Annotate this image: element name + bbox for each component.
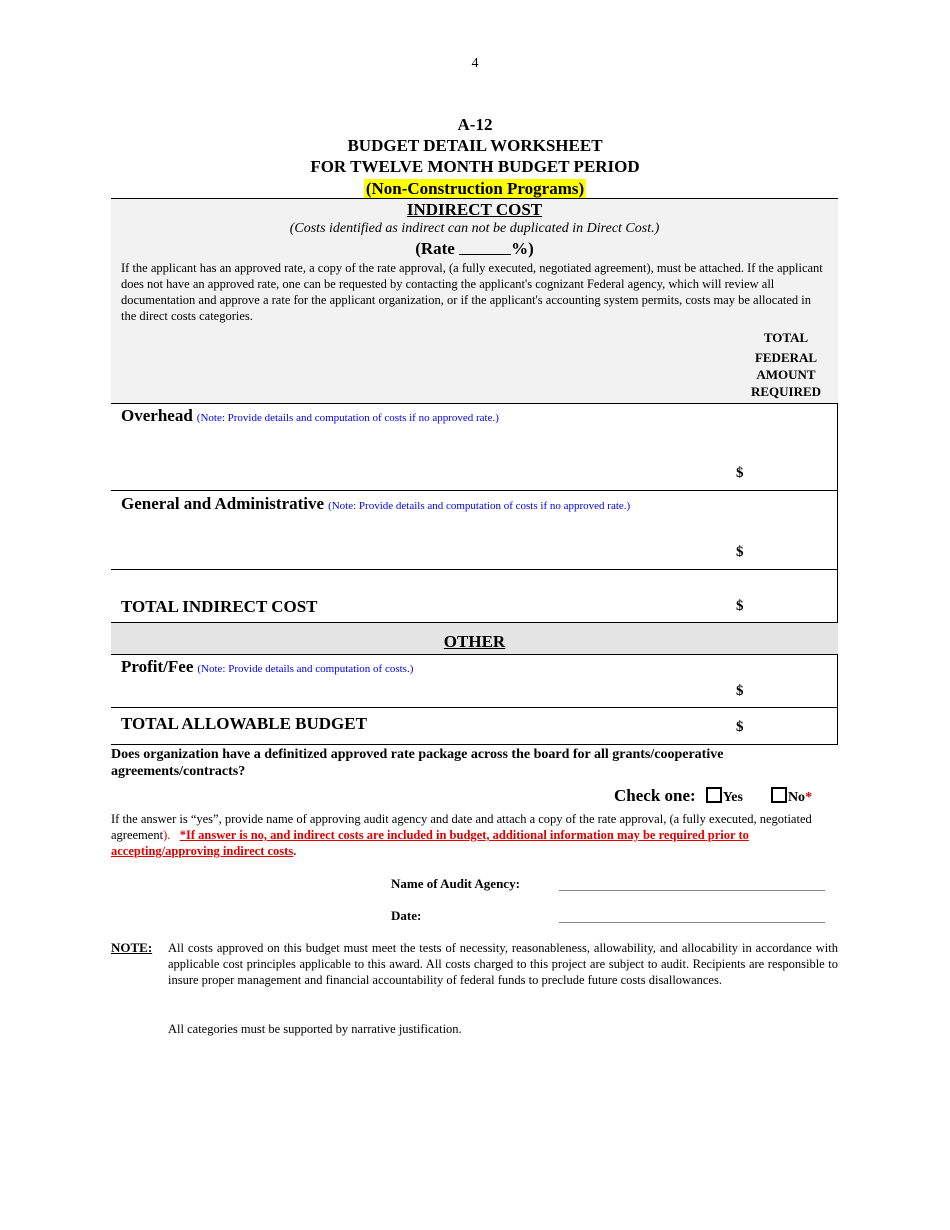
indirect-cost-heading: INDIRECT COST bbox=[406, 200, 543, 219]
total-indirect-row bbox=[111, 570, 838, 623]
overhead-note: (Note: Provide details and computation of costs if no approved rate.) bbox=[196, 412, 499, 424]
total-indirect-amount[interactable]: $ bbox=[736, 598, 744, 614]
date-input[interactable] bbox=[559, 921, 825, 923]
answer-no-warning: *If answer is no, and indirect costs are included in budget, additional information may be required prior to accepting/approving indirect costs bbox=[111, 828, 749, 858]
overhead-row bbox=[111, 403, 838, 491]
answer-yes-text: If the answer is “yes”, provide name of approving audit agency and date and attach a copy of the rate approval, (a fully executed, negotiated agreement bbox=[111, 812, 812, 842]
ga-row bbox=[111, 491, 838, 570]
profit-label: Profit/Fee bbox=[121, 657, 194, 676]
profit-amount[interactable]: $ bbox=[736, 683, 744, 699]
total-allowable-row bbox=[111, 708, 838, 745]
title-line-1: BUDGET DETAIL WORKSHEET bbox=[347, 136, 603, 155]
date-label: Date: bbox=[391, 908, 422, 923]
answer-period: . bbox=[293, 844, 297, 858]
note-text: All costs approved on this budget must meet the tests of necessity, reasonableness, allowability, and allocability in accordance with applicable cost principles applicable to this award. All costs charged to this project are subject to audit. Recipients are responsible to insure proper management and financial accountability of federal funds to preclude future costs disallowances. bbox=[168, 941, 838, 987]
total-allowable-label: TOTAL ALLOWABLE BUDGET bbox=[121, 714, 367, 733]
col-header-total: TOTAL bbox=[763, 330, 809, 345]
rate-prefix: (Rate bbox=[415, 239, 455, 258]
form-id: A-12 bbox=[457, 115, 493, 134]
subtitle-highlight: (Non-Construction Programs) bbox=[365, 179, 585, 198]
overhead-label: Overhead bbox=[121, 406, 193, 425]
col-header-required: REQUIRED bbox=[750, 384, 822, 399]
ga-note: (Note: Provide details and computation of costs if no approved rate.) bbox=[328, 500, 631, 512]
rate-suffix: %) bbox=[511, 239, 534, 258]
note-footer: All categories must be supported by narrative justification. bbox=[168, 1022, 462, 1036]
profit-row bbox=[111, 655, 838, 708]
rate-field bbox=[111, 238, 838, 260]
other-heading: OTHER bbox=[443, 632, 506, 651]
audit-agency-label: Name of Audit Agency: bbox=[391, 876, 520, 891]
ga-amount[interactable]: $ bbox=[736, 544, 744, 560]
rate-input[interactable] bbox=[459, 238, 511, 255]
check-one-group bbox=[614, 786, 812, 806]
title-line-2: FOR TWELVE MONTH BUDGET PERIOD bbox=[310, 157, 640, 176]
indirect-cost-subnote: (Costs identified as indirect can not be duplicated in Direct Cost.) bbox=[289, 221, 660, 236]
check-one-label: Check one: bbox=[614, 786, 696, 805]
overhead-amount[interactable]: $ bbox=[736, 465, 744, 481]
answer-instructions bbox=[111, 811, 838, 859]
column-header bbox=[731, 329, 841, 400]
yes-label: Yes bbox=[722, 790, 743, 805]
answer-close-paren: ). bbox=[163, 828, 171, 842]
total-indirect-label: TOTAL INDIRECT COST bbox=[121, 597, 318, 616]
rate-package-question: Does organization have a definitized approved rate package across the board for all grants/cooperative agreements/contracts? bbox=[111, 747, 724, 779]
indirect-instructions: If the applicant has an approved rate, a copy of the rate approval, (a fully executed, negotiated agreement), must be attached. If the applicant does not have an approved rate, one can be requested by contacting the applicant's cognizant Federal agency, which will review all documentation and approve a rate for the applicant organization, or if the applicant's accounting system permits, costs may be allocated in the direct costs categories. bbox=[121, 261, 823, 323]
yes-checkbox[interactable] bbox=[706, 787, 722, 803]
col-header-amount: AMOUNT bbox=[756, 367, 816, 382]
no-asterisk: * bbox=[805, 790, 813, 805]
col-header-federal: FEDERAL bbox=[754, 350, 818, 365]
note-label: NOTE: bbox=[111, 940, 153, 955]
no-checkbox[interactable] bbox=[771, 787, 787, 803]
audit-agency-input[interactable] bbox=[559, 889, 825, 891]
indirect-cost-header bbox=[111, 198, 838, 404]
page-number: 4 bbox=[471, 56, 479, 71]
ga-label: General and Administrative bbox=[121, 494, 325, 513]
profit-note: (Note: Provide details and computation of costs.) bbox=[197, 663, 414, 675]
other-heading-row bbox=[111, 623, 838, 655]
total-allowable-amount[interactable]: $ bbox=[736, 719, 744, 735]
no-label: No bbox=[787, 790, 806, 805]
